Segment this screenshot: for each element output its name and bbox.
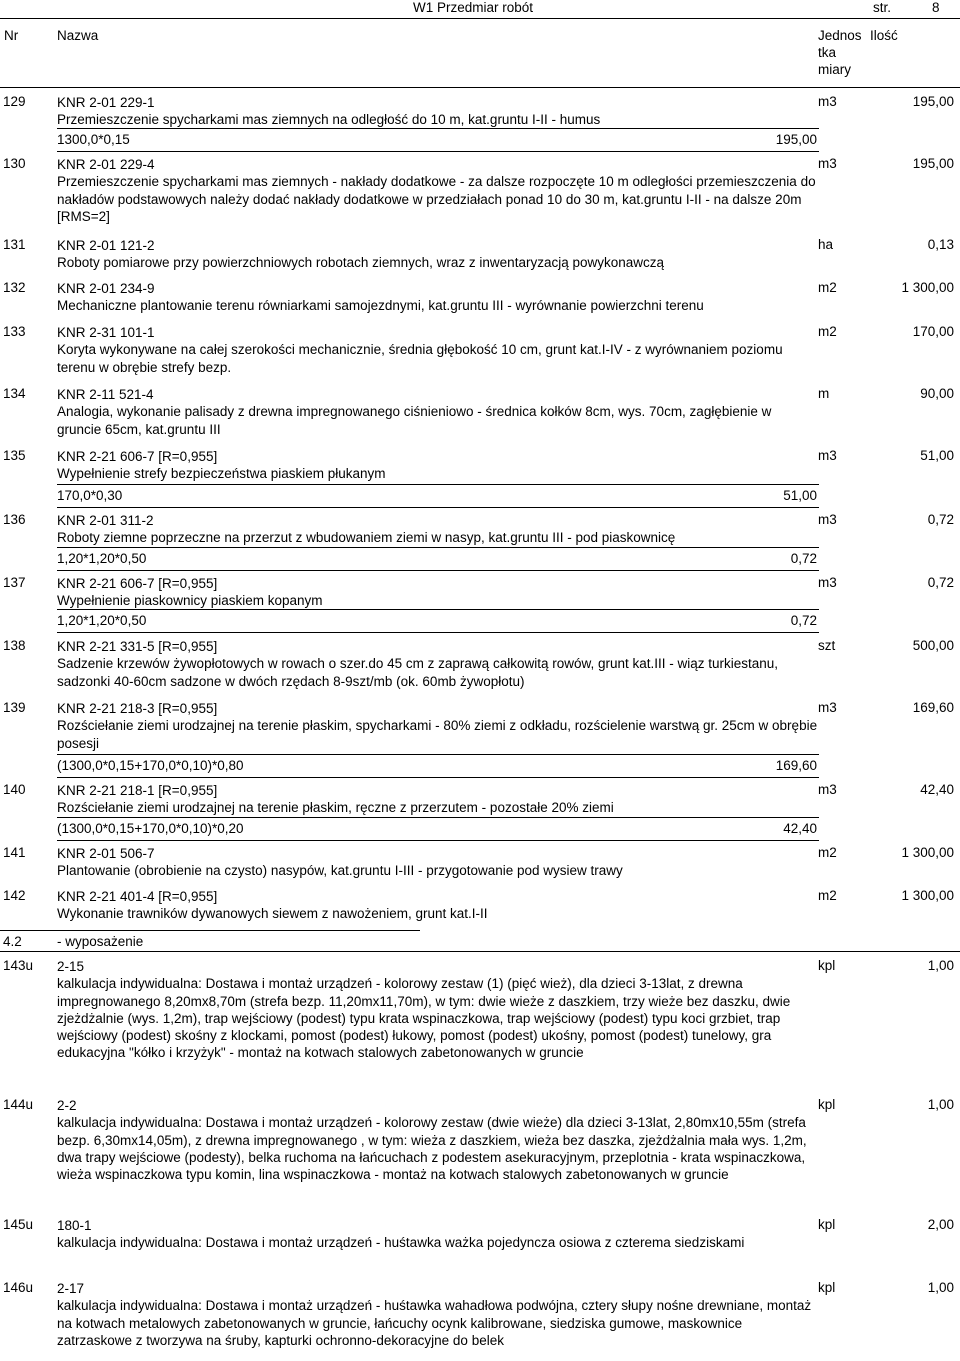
row-description bbox=[57, 700, 819, 752]
row-text: Wypełnienie piaskownicy piaskiem kopanym bbox=[57, 593, 323, 609]
calc-value: 42,40 bbox=[783, 821, 817, 836]
row-text: Plantowanie (obrobienie na czysto) nasypów, kat.gruntu I-III - przygotowanie pod wysiew trawy bbox=[57, 863, 623, 879]
row-unit: m2 bbox=[818, 280, 837, 295]
row-unit: ha bbox=[818, 237, 834, 252]
column-header-unit-3: miary bbox=[818, 62, 851, 77]
row-code: KNR 2-21 331-5 [R=0,955] bbox=[57, 639, 218, 654]
row-number: 129 bbox=[3, 94, 26, 109]
column-header-qty: Ilość bbox=[870, 28, 898, 43]
calc-value: 195,00 bbox=[775, 132, 817, 147]
row-code: KNR 2-21 218-3 [R=0,955] bbox=[57, 701, 218, 716]
row-number: 135 bbox=[3, 448, 26, 463]
row-number: 143u bbox=[3, 958, 34, 973]
row-text: kalkulacja indywidualna: Dostawa i montaż urządzeń - huśtawka wahadłowa podwójna, cztery słupy nośne drewniane, montaż na kotwach metalowych zabetonowanych w gruncie, łańcuchy ocynk kalibrowane, siedziska gumowe, maskownice zatrzaskowe z tworzywa na śruby, kapturki ochronno-dekoracyjne do belek bbox=[57, 1298, 812, 1348]
row-number: 130 bbox=[3, 156, 26, 171]
row-code: KNR 2-01 311-2 bbox=[57, 513, 154, 528]
row-unit: kpl bbox=[818, 958, 836, 973]
row-number: 133 bbox=[3, 324, 26, 339]
row-number: 136 bbox=[3, 512, 26, 527]
row-unit: m3 bbox=[818, 448, 837, 463]
row-text: Sadzenie krzewów żywopłotowych w rowach o szer.do 45 cm z zaprawą całkowitą rowów, grunt kat.III - wiąz turkiestanu, sadzonki 40-60cm sadzone w dwóch rzędach 8-9szt/mb (ok. 60mb żywopłotu) bbox=[57, 656, 779, 689]
row-unit: szt bbox=[818, 638, 836, 653]
row-quantity: 42,40 bbox=[920, 782, 954, 797]
row-description bbox=[57, 782, 819, 817]
row-number: 134 bbox=[3, 386, 26, 401]
column-header-rule bbox=[0, 87, 960, 88]
row-text: Mechaniczne plantowanie terenu równiarkami samojezdnymi, kat.gruntu III - wyrównanie powierzchni terenu bbox=[57, 298, 704, 314]
row-number: 132 bbox=[3, 280, 26, 295]
row-description bbox=[57, 888, 819, 923]
row-description bbox=[57, 448, 819, 483]
row-unit: kpl bbox=[818, 1097, 836, 1112]
row-unit: kpl bbox=[818, 1280, 836, 1295]
row-text: Roboty pomiarowe przy powierzchniowych robotach ziemnych, wraz z inwentaryzacją powykonawczą bbox=[57, 255, 665, 271]
calc-expression: (1300,0*0,15+170,0*0,10)*0,20 bbox=[57, 821, 244, 836]
row-code: KNR 2-31 101-1 bbox=[57, 325, 155, 340]
row-unit: m bbox=[818, 386, 830, 401]
row-description bbox=[57, 386, 819, 438]
row-unit: m2 bbox=[818, 845, 837, 860]
row-number: 137 bbox=[3, 575, 26, 590]
row-description bbox=[57, 237, 819, 272]
calc-expression: 170,0*0,30 bbox=[57, 488, 123, 503]
calc-value: 0,72 bbox=[790, 613, 817, 628]
row-text: Wypełnienie strefy bezpieczeństwa piaskiem płukanym bbox=[57, 466, 386, 482]
row-quantity: 2,00 bbox=[927, 1217, 954, 1232]
page-label: str. bbox=[873, 0, 892, 15]
row-quantity: 195,00 bbox=[912, 156, 954, 171]
row-quantity: 0,72 bbox=[927, 575, 954, 590]
section-rule-bottom bbox=[0, 951, 960, 952]
section-number: 4.2 bbox=[3, 934, 22, 949]
row-quantity: 500,00 bbox=[912, 638, 954, 653]
column-header-name: Nazwa bbox=[57, 28, 99, 43]
row-code: KNR 2-11 521-4 bbox=[57, 387, 154, 402]
row-quantity: 51,00 bbox=[920, 448, 954, 463]
row-unit: m3 bbox=[818, 575, 837, 590]
section-title: - wyposażenie bbox=[57, 934, 144, 949]
row-quantity: 169,60 bbox=[912, 700, 954, 715]
row-number: 140 bbox=[3, 782, 26, 797]
calc-value: 51,00 bbox=[783, 488, 817, 503]
row-number: 142 bbox=[3, 888, 26, 903]
row-description bbox=[57, 575, 819, 610]
page-header bbox=[0, 0, 960, 88]
row-quantity: 1,00 bbox=[927, 1280, 954, 1295]
row-code: 2-2 bbox=[57, 1098, 77, 1113]
row-code: 2-17 bbox=[57, 1281, 85, 1296]
row-code: 2-15 bbox=[57, 959, 85, 974]
row-quantity: 0,13 bbox=[927, 237, 954, 252]
section-rule bbox=[0, 930, 420, 931]
row-quantity: 1 300,00 bbox=[901, 845, 954, 860]
row-text: Przemieszczenie spycharkami mas ziemnych na odległość do 10 m, kat.gruntu I-II - humus bbox=[57, 112, 601, 128]
row-number: 139 bbox=[3, 700, 26, 715]
row-number: 141 bbox=[3, 845, 26, 860]
row-description bbox=[57, 1280, 819, 1349]
row-code: KNR 2-21 606-7 [R=0,955] bbox=[57, 576, 218, 591]
document-title: W1 Przedmiar robót bbox=[413, 0, 534, 15]
row-quantity: 90,00 bbox=[920, 386, 954, 401]
row-unit: m3 bbox=[818, 782, 837, 797]
row-number: 145u bbox=[3, 1217, 34, 1232]
row-number: 138 bbox=[3, 638, 26, 653]
calc-line bbox=[57, 484, 819, 508]
row-text: Analogia, wykonanie palisady z drewna impregnowanego ciśnieniowo - średnica kołków 8cm, wys. 70cm, zagłębienie w gruncie 65cm, kat.gruntu III bbox=[57, 404, 772, 437]
calc-line bbox=[57, 609, 819, 633]
row-code: KNR 2-01 229-4 bbox=[57, 157, 155, 172]
calc-expression: 1300,0*0,15 bbox=[57, 132, 130, 147]
calc-line bbox=[57, 128, 819, 152]
row-text: kalkulacja indywidualna: Dostawa i montaż urządzeń - huśtawka ważka pojedyncza osiowa z czterema siedziskami bbox=[57, 1235, 745, 1251]
row-code: 180-1 bbox=[57, 1218, 92, 1233]
calc-value: 0,72 bbox=[790, 551, 817, 566]
row-code: KNR 2-21 401-4 [R=0,955] bbox=[57, 889, 218, 904]
row-code: KNR 2-01 229-1 bbox=[57, 95, 155, 110]
row-description bbox=[57, 324, 819, 376]
row-quantity: 0,72 bbox=[927, 512, 954, 527]
row-quantity: 1 300,00 bbox=[901, 888, 954, 903]
row-quantity: 1,00 bbox=[927, 1097, 954, 1112]
calc-expression: 1,20*1,20*0,50 bbox=[57, 551, 147, 566]
row-unit: m3 bbox=[818, 512, 837, 527]
row-quantity: 1,00 bbox=[927, 958, 954, 973]
row-text: kalkulacja indywidualna: Dostawa i montaż urządzeń - kolorowy zestaw (dwie wieże) dla dzieci 3-13lat, 2,80mx10,55m (strefa bezp. 6,30mx14,05m), z drewna impregnowanego , w tym: wieża z daszkiem, wieża bez daszka, zjeżdżalnia mała wys. 1,2m, dwa trapy wejściowe (podesty), belka ruchoma na łańcuchach z podestem asekuracyjnym, przeplotnia - krata wspinaczkowa, wieża wspinaczkowa typu komin, lina wspinaczkowa - montaż na kotwach stalowych zabetonowanych w gruncie bbox=[57, 1115, 807, 1183]
row-description bbox=[57, 512, 819, 547]
row-text: Przemieszczenie spycharkami mas ziemnych - nakłady dodatkowe - za dalsze rozpoczęte 10 m odległości przemieszczenia do nakładów podstawowych należy dodać nakłady dodatkowe w przedziałach ponad 10 do 30 m, kat.gruntu I-II - na dalsze 20m [RMS=2] bbox=[57, 174, 816, 224]
page-number: 8 bbox=[932, 0, 940, 15]
row-quantity: 170,00 bbox=[912, 324, 954, 339]
row-quantity: 1 300,00 bbox=[901, 280, 954, 295]
row-code: KNR 2-01 234-9 bbox=[57, 281, 155, 296]
row-unit: m2 bbox=[818, 888, 837, 903]
row-unit: kpl bbox=[818, 1217, 836, 1232]
row-description bbox=[57, 280, 819, 315]
row-description bbox=[57, 845, 819, 880]
calc-line bbox=[57, 547, 819, 571]
row-unit: m3 bbox=[818, 94, 837, 109]
calc-line bbox=[57, 754, 819, 778]
row-code: KNR 2-21 218-1 [R=0,955] bbox=[57, 783, 218, 798]
calc-line bbox=[57, 817, 819, 841]
row-text: Rozściełanie ziemi urodzajnej na terenie płaskim, ręczne z przerzutem - pozostałe 20% ziemi bbox=[57, 800, 614, 816]
row-description bbox=[57, 1097, 819, 1183]
row-unit: m3 bbox=[818, 700, 837, 715]
row-code: KNR 2-01 506-7 bbox=[57, 846, 155, 861]
row-description bbox=[57, 156, 819, 225]
row-quantity: 195,00 bbox=[912, 94, 954, 109]
header-rule bbox=[0, 18, 960, 19]
row-code: KNR 2-21 606-7 [R=0,955] bbox=[57, 449, 218, 464]
column-header-unit-2: tka bbox=[818, 45, 837, 60]
row-code: KNR 2-01 121-2 bbox=[57, 238, 155, 253]
row-description bbox=[57, 94, 819, 129]
row-number: 144u bbox=[3, 1097, 34, 1112]
row-text: Rozściełanie ziemi urodzajnej na terenie płaskim, spycharkami - 80% ziemi z odkładu, rozścielenie warstwą gr. 25cm w obrębie posesji bbox=[57, 718, 818, 751]
calc-expression: (1300,0*0,15+170,0*0,10)*0,80 bbox=[57, 758, 244, 773]
row-text: Wykonanie trawników dywanowych siewem z nawożeniem, grunt kat.I-II bbox=[57, 906, 488, 922]
row-text: Koryta wykonywane na całej szerokości mechanicznie, średnia głębokość 10 cm, grunt kat.I-IV - z wyrównaniem poziomu terenu w obrębie strefy bezp. bbox=[57, 342, 783, 375]
column-header-unit-1: Jednos bbox=[818, 28, 862, 43]
row-description bbox=[57, 958, 819, 1062]
row-number: 131 bbox=[3, 237, 26, 252]
row-text: kalkulacja indywidualna: Dostawa i montaż urządzeń - kolorowy zestaw (1) (pięć wież), dla dzieci 3-13lat, z drewna impregnowanego 8,20mx8,70m (strefa bezp. 11,20mx11,70m), w tym: dwie wieże z daszkiem, trzy wieże bez daszku, dwie zjeżdżalnie (wys. 1,2m), trap wejściowy (podest) typu krata wspinaczkowa, trap wejściowy (podest) typu koci grzbiet, trap wejściowy (podest) skośny z klockami, pomost (podest) łukowy, pomost (podest) ukośny, pomost (podest) tunelowy, gra edukacyjna "kółko i krzyżyk" - montaż na kotwach stalowych zabetonowanych w gruncie bbox=[57, 976, 791, 1061]
row-number: 146u bbox=[3, 1280, 34, 1295]
calc-expression: 1,20*1,20*0,50 bbox=[57, 613, 147, 628]
row-description bbox=[57, 638, 819, 690]
row-text: Roboty ziemne poprzeczne na przerzut z wbudowaniem ziemi w nasyp, kat.gruntu III - pod piaskownicę bbox=[57, 530, 676, 546]
row-unit: m2 bbox=[818, 324, 837, 339]
calc-value: 169,60 bbox=[775, 758, 817, 773]
column-header-nr: Nr bbox=[4, 28, 19, 43]
row-description bbox=[57, 1217, 819, 1252]
row-unit: m3 bbox=[818, 156, 837, 171]
